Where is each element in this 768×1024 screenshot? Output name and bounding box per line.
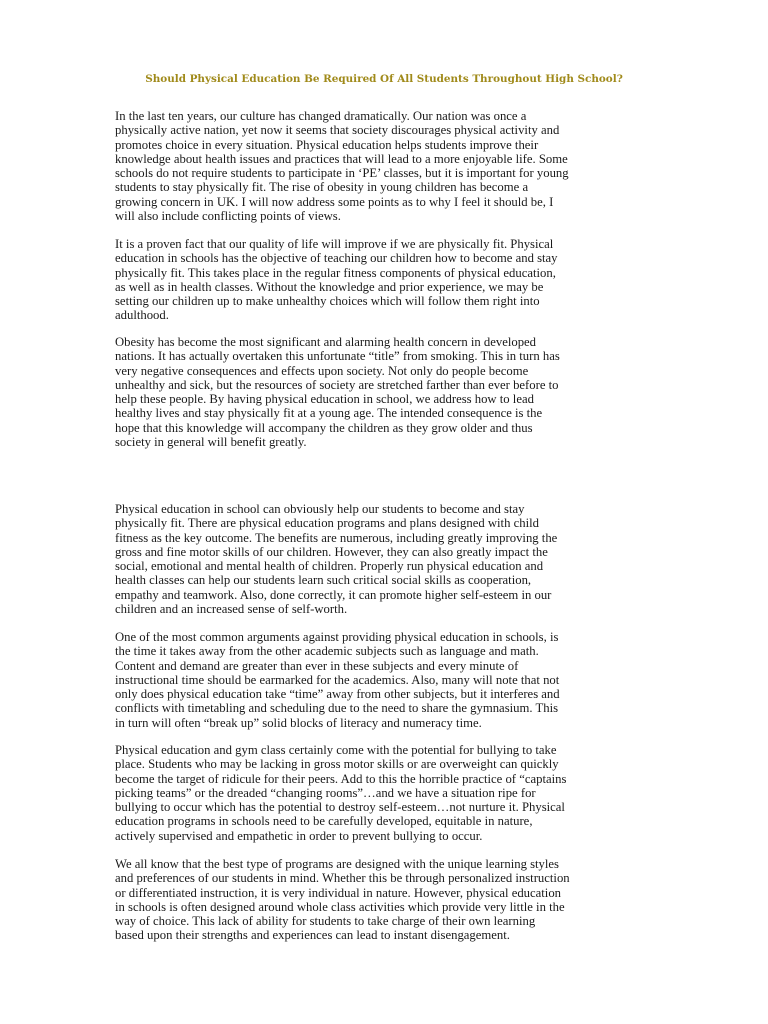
text-line: empathy and teamwork. Also, done correctly, it can promote higher self-esteem in our	[115, 587, 552, 602]
text-line: Physical education and gym class certainly come with the potential for bullying to take	[115, 743, 557, 757]
paragraph-culture-change	[115, 109, 655, 223]
text-line: place. Students who may be lacking in gross motor skills or are overweight can quickly	[115, 757, 559, 772]
text-line: only does physical education take “time” away from other subjects, but it interferes and	[115, 687, 560, 702]
text-line: schools do not require students to participate in ‘PE’ classes, but it is important for young	[115, 166, 569, 181]
text-line: way of choice. This lack of ability for students to take charge of their own learning	[115, 914, 536, 929]
text-line: physically fit. There are physical education programs and plans designed with child	[115, 516, 539, 531]
paragraph-obesity	[115, 335, 655, 449]
text-line: health classes can help our students learn such critical social skills as cooperation,	[115, 573, 532, 588]
text-line: hope that this knowledge will accompany the children as they grow older and thus	[115, 420, 533, 435]
text-line: based upon their strengths and experiences can lead to instant disengagement.	[115, 928, 510, 943]
text-line: physically active nation, yet now it seems that society discourages physical activity and	[115, 123, 560, 138]
text-line: Physical education in school can obviously help our students to become and stay	[115, 502, 525, 516]
text-line: gross and fine motor skills of our children. However, they can also greatly impact the	[115, 544, 548, 559]
text-line: will also include conflicting points of views.	[115, 209, 341, 224]
paragraph-bullying	[115, 743, 655, 843]
text-line: It is a proven fact that our quality of life will improve if we are physically fit. Physical	[115, 237, 554, 251]
text-line: education programs in schools need to be carefully developed, equitable in nature,	[115, 814, 533, 829]
text-line: conflicts with timetabling and scheduling due to the need to share the gymnasium. This	[115, 701, 559, 716]
text-line: society in general will benefit greatly.	[115, 435, 307, 450]
text-line: One of the most common arguments against providing physical education in schools, is	[115, 630, 559, 644]
text-line: setting our children up to make unhealthy choices which will follow them right into	[115, 294, 540, 309]
text-line: bullying to occur which has the potential to destroy self-esteem…not nurture it. Physical	[115, 800, 565, 815]
paragraph-learning-styles	[115, 857, 655, 943]
text-line: help these people. By having physical education in school, we address how to lead	[115, 392, 534, 407]
text-line: social, emotional and mental health of children. Properly run physical education and	[115, 559, 544, 574]
text-line: physically fit. This takes place in the regular fitness components of physical education,	[115, 265, 556, 280]
text-line: healthy lives and stay physically fit at a young age. The intended consequence is the	[115, 406, 543, 421]
text-line: Content and demand are greater than ever in these subjects and every minute of	[115, 658, 519, 673]
text-line: the time it takes away from the other academic subjects such as language and math.	[115, 644, 539, 659]
text-line: actively supervised and empathetic in order to prevent bullying to occur.	[115, 828, 483, 843]
paragraph-academic-time	[115, 630, 655, 730]
text-line: and preferences of our students in mind. Whether this be through personalized instruction	[115, 871, 570, 886]
text-line: knowledge about health issues and practices that will lead to a more enjoyable life. Some	[115, 151, 568, 166]
text-line: or differentiated instruction, it is very individual in nature. However, physical education	[115, 885, 562, 900]
text-line: nations. It has actually overtaken this unfortunate “title” from smoking. This in turn has	[115, 349, 560, 364]
text-line: growing concern in UK. I will now address some points as to why I feel it should be, I	[115, 194, 554, 209]
paragraph-quality-of-life	[115, 237, 655, 323]
document-title: Should Physical Education Be Required Of All Students Throughout High School?	[145, 73, 623, 85]
text-line: adulthood.	[115, 308, 169, 323]
text-line: in schools is often designed around whole class activities which provide very little in the	[115, 899, 565, 914]
text-line: Obesity has become the most significant and alarming health concern in developed	[115, 335, 537, 349]
text-line: as well as in health classes. Without the knowledge and prior experience, we may be	[115, 279, 544, 294]
text-line: picking teams” or the dreaded “changing rooms”…and we have a situation ripe for	[115, 785, 536, 800]
text-line: We all know that the best type of programs are designed with the unique learning styles	[115, 857, 559, 871]
text-line: unhealthy and sick, but the resources of society are stretched farther than ever before to	[115, 377, 559, 392]
paragraph-benefits	[115, 502, 655, 616]
text-line: education in schools has the objective of teaching our children how to become and stay	[115, 251, 558, 266]
text-line: become the target of ridicule for their peers. Add to this the horrible practice of “captains	[115, 771, 567, 786]
text-line: instructional time should be earmarked for the academics. Also, many will note that not	[115, 672, 560, 687]
text-line: in turn will often “break up” solid blocks of literacy and numeracy time.	[115, 715, 482, 730]
text-line: students to stay physically fit. The rise of obesity in young children has become a	[115, 180, 529, 195]
text-line: very negative consequences and effects upon society. Not only do people become	[115, 363, 529, 378]
text-line: fitness as the key outcome. The benefits are numerous, including greatly improving the	[115, 530, 558, 545]
text-line: children and an increased sense of self-worth.	[115, 602, 348, 617]
text-line: In the last ten years, our culture has changed dramatically. Our nation was once a	[115, 109, 527, 123]
text-line: promotes choice in every situation. Physical education helps students improve their	[115, 137, 539, 152]
